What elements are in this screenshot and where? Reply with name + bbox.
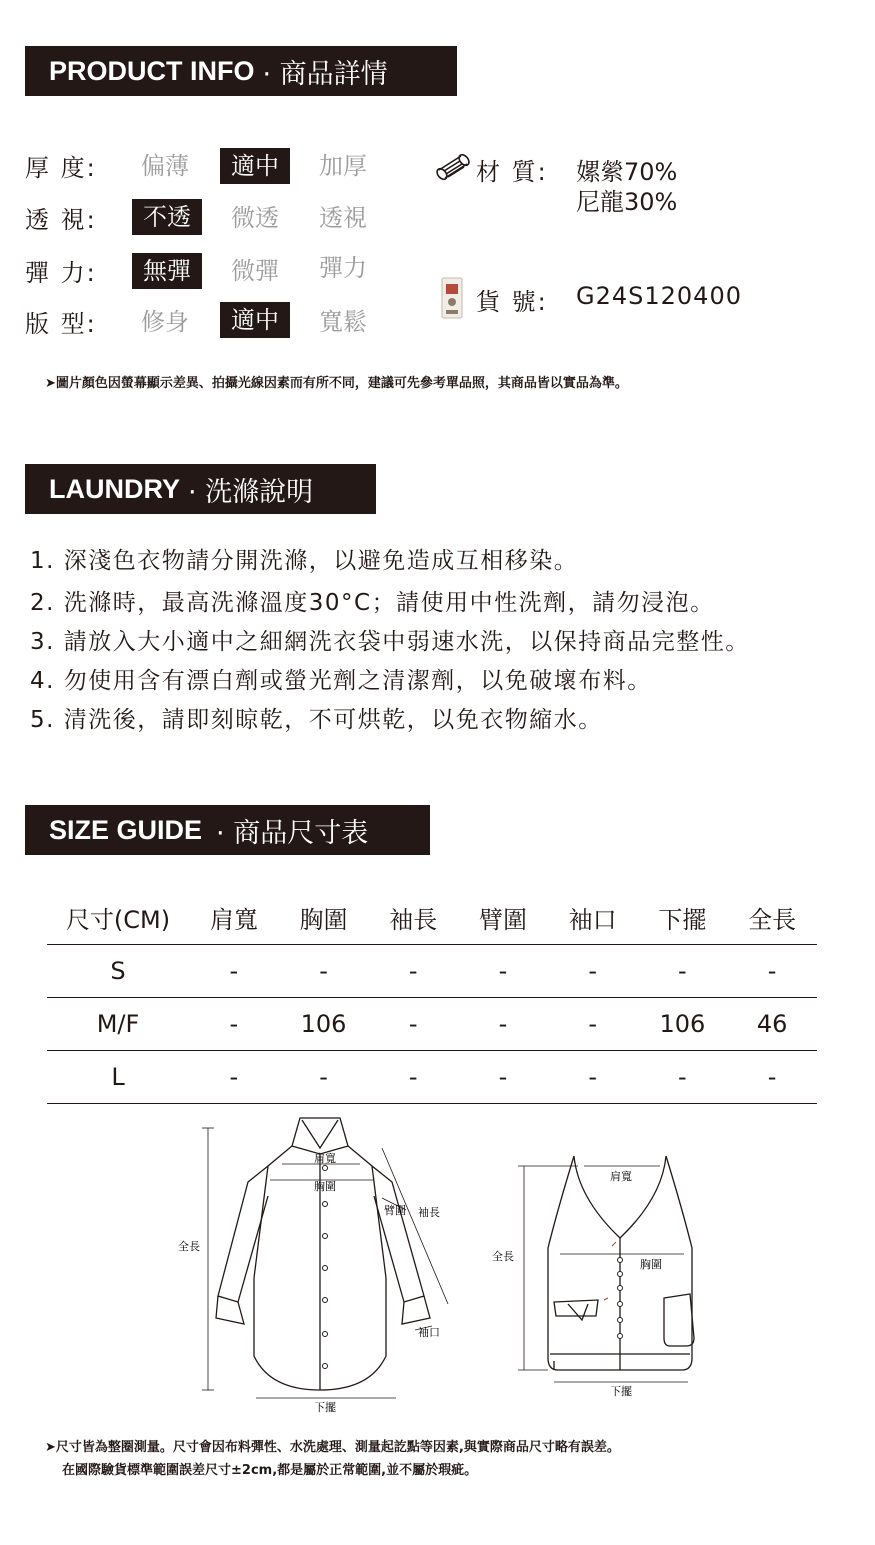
- size-cell: -: [368, 1051, 458, 1104]
- size-note-line-1: ➤尺寸皆為整圈測量。尺寸會因布料彈性、水洗處理、測量起訖點等因素,與實際商品尺寸略有誤差。: [45, 1440, 620, 1455]
- size-table: [47, 890, 817, 1104]
- size-cell: -: [548, 945, 638, 998]
- vest-hem-label: 下擺: [610, 1385, 632, 1398]
- shirt-length-label: 全長: [178, 1240, 200, 1253]
- size-col-header: 袖長: [389, 905, 438, 934]
- laundry-header-en: LAUNDRY: [49, 473, 180, 504]
- size-cell: 46: [727, 998, 817, 1051]
- size-cell: -: [727, 945, 817, 998]
- size-cell: 106: [638, 998, 728, 1051]
- size-cell: -: [548, 998, 638, 1051]
- size-cell: -: [189, 998, 279, 1051]
- size-col-header: 袖口: [568, 905, 617, 934]
- laundry-header: [25, 464, 376, 514]
- elasticity-option-3: 彈力: [319, 254, 367, 282]
- size-cell: S: [47, 945, 189, 998]
- size-cell: M/F: [47, 998, 189, 1051]
- size-cell: -: [279, 1051, 369, 1104]
- table-row: [47, 945, 817, 998]
- size-cell: -: [189, 945, 279, 998]
- vest-length-label: 全長: [492, 1250, 514, 1263]
- item-number-label: 貨 號:: [476, 288, 548, 316]
- size-cell: -: [458, 998, 548, 1051]
- size-cell: -: [727, 1051, 817, 1104]
- thickness-option-2: 適中: [220, 148, 290, 184]
- opacity-label: 透 視:: [25, 206, 97, 234]
- vest-shoulder-label: 肩寬: [610, 1170, 632, 1183]
- shirt-cuff-label: 袖口: [418, 1326, 440, 1339]
- shirt-sleeve-label: 袖長: [418, 1206, 440, 1219]
- fit-label: 版 型:: [25, 310, 97, 338]
- fit-option-3: 寬鬆: [319, 308, 367, 336]
- size-cell: -: [638, 945, 728, 998]
- vest-chest-label: 胸圍: [640, 1258, 662, 1271]
- elasticity-option-2: 微彈: [231, 257, 279, 285]
- laundry-item-4: 4. 勿使用含有漂白劑或螢光劑之清潔劑，以免破壞布料。: [30, 668, 652, 694]
- laundry-item-1: 1. 深淺色衣物請分開洗滌，以避免造成互相移染。: [30, 548, 579, 574]
- size-cell: -: [368, 998, 458, 1051]
- shirt-hem-label: 下擺: [314, 1401, 336, 1414]
- shirt-shoulder-label: 肩寬: [314, 1152, 336, 1165]
- laundry-item-2: 2. 洗滌時，最高洗滌溫度30°C；請使用中性洗劑，請勿浸泡。: [30, 590, 715, 616]
- shirt-arm-label: 臂圍: [384, 1204, 406, 1217]
- size-col-header: 下擺: [658, 905, 707, 934]
- item-number-value: G24S120400: [576, 282, 742, 310]
- size-cell: -: [458, 945, 548, 998]
- laundry-item-5: 5. 清洗後，請即刻晾乾，不可烘乾，以免衣物縮水。: [30, 707, 603, 733]
- opacity-option-2: 微透: [231, 204, 279, 232]
- opacity-option-1: 不透: [132, 199, 202, 235]
- size-col-header: 尺寸(CM): [65, 905, 171, 934]
- table-row: [47, 998, 817, 1051]
- thickness-option-1: 偏薄: [141, 152, 189, 180]
- fit-option-2: 適中: [220, 302, 290, 338]
- size-col-header: 全長: [748, 905, 797, 934]
- size-guide-header-en: SIZE GUIDE: [49, 814, 203, 845]
- size-cell: -: [368, 945, 458, 998]
- color-disclaimer: ➤圖片顏色因螢幕顯示差異、拍攝光線因素而有所不同，建議可先參考單品照，其商品皆以實品為準。: [45, 376, 628, 391]
- thickness-option-3: 加厚: [319, 152, 367, 180]
- size-col-header: 肩寬: [209, 905, 258, 934]
- size-note-line-2: 在國際驗貨標準範圍誤差尺寸±2cm,都是屬於正常範圍,並不屬於瑕疵。: [62, 1463, 478, 1478]
- elasticity-label: 彈 力:: [25, 259, 97, 287]
- material-line-2: 尼龍30%: [576, 188, 678, 216]
- size-col-header: 臂圍: [478, 905, 527, 934]
- size-cell: -: [189, 1051, 279, 1104]
- product-info-header-zh: · 商品詳情: [262, 58, 388, 90]
- table-row: [47, 1051, 817, 1104]
- size-cell: -: [279, 945, 369, 998]
- price-tag-icon: [440, 276, 464, 320]
- shirt-diagram: [170, 1108, 470, 1418]
- size-cell: -: [458, 1051, 548, 1104]
- laundry-item-3: 3. 請放入大小適中之細網洗衣袋中弱速水洗，以保持商品完整性。: [30, 629, 750, 655]
- size-guide-header: [25, 805, 430, 855]
- size-cell: 106: [279, 998, 369, 1051]
- elasticity-option-1: 無彈: [132, 253, 202, 289]
- opacity-option-3: 透視: [319, 204, 367, 232]
- shirt-chest-label: 胸圍: [314, 1180, 336, 1193]
- thickness-label: 厚 度:: [25, 154, 97, 182]
- size-guide-header-zh: · 商品尺寸表: [216, 817, 369, 849]
- product-info-header: [25, 46, 457, 96]
- size-cell: L: [47, 1051, 189, 1104]
- size-table-header: [47, 890, 817, 945]
- material-line-1: 嫘縈70%: [576, 158, 678, 186]
- thread-spool-icon: [434, 150, 474, 184]
- size-cell: -: [638, 1051, 728, 1104]
- size-col-header: 胸圍: [299, 905, 348, 934]
- fit-option-1: 修身: [141, 308, 189, 336]
- laundry-header-zh: · 洗滌說明: [188, 476, 314, 508]
- material-label: 材 質:: [476, 158, 548, 186]
- vest-diagram: [488, 1148, 708, 1398]
- size-cell: -: [548, 1051, 638, 1104]
- product-info-header-en: PRODUCT INFO: [49, 55, 255, 86]
